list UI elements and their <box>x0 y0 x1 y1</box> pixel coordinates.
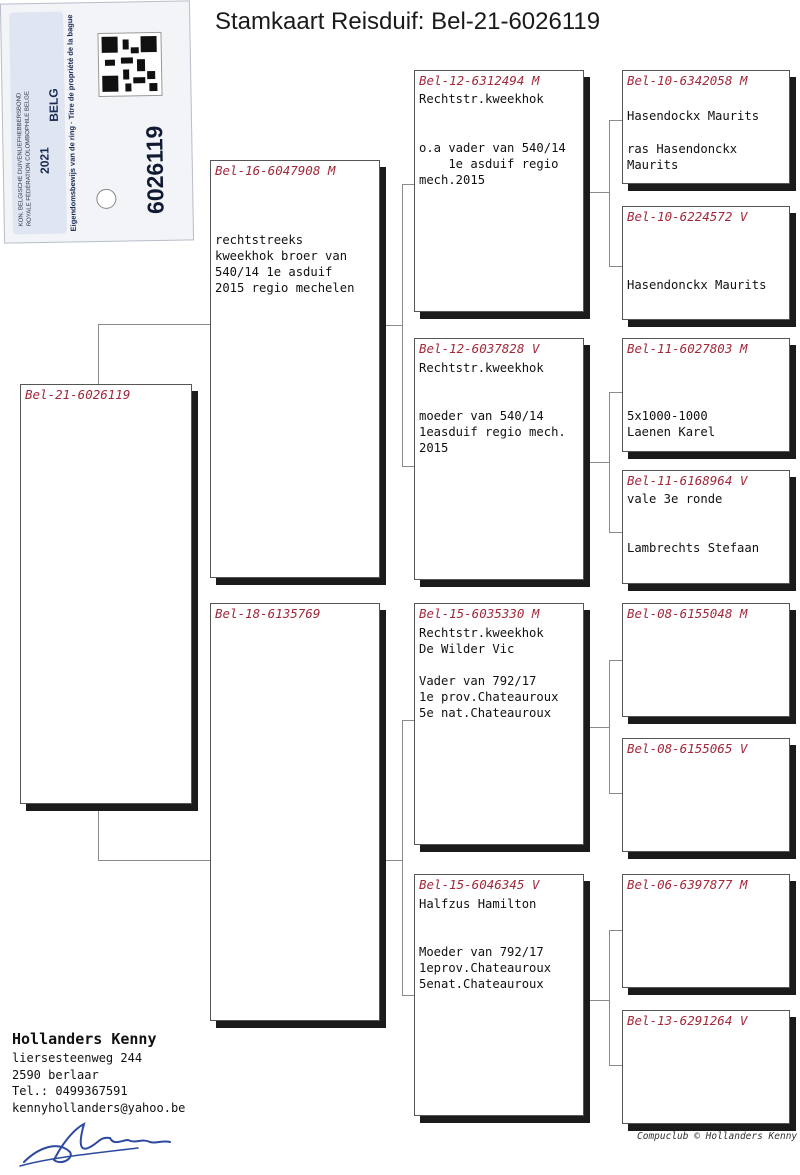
pedigree-notes: Hasendonckx Maurits <box>627 278 767 292</box>
pedigree-box-ff[interactable] <box>414 70 584 312</box>
owner-name: Hollanders Kenny <box>12 1030 157 1048</box>
qr-code <box>97 32 162 97</box>
pedigree-notes-top: vale 3e ronde <box>627 492 723 506</box>
connector <box>402 466 414 467</box>
ring-number: Bel-11-6027803 M <box>627 341 748 356</box>
pedigree-notes: moeder van 540/14 1easduif regio mech. 2015 <box>419 409 566 455</box>
ring-number: Bel-18-6135769 <box>215 606 321 621</box>
footer-credit: Compuclub © Hollanders Kenny <box>637 1131 798 1142</box>
connector <box>609 660 610 793</box>
connector <box>585 192 609 193</box>
ring-number: Bel-08-6155048 M <box>627 606 748 621</box>
ring-card <box>0 0 194 243</box>
connector <box>609 266 622 267</box>
ring-number: Bel-06-6397877 M <box>627 877 748 892</box>
connector <box>402 720 403 995</box>
connector <box>585 462 609 463</box>
connector <box>585 1000 609 1001</box>
pedigree-box-mff[interactable] <box>622 603 790 717</box>
pedigree-notes: Lambrechts Stefaan <box>627 541 760 555</box>
pedigree-box-mf[interactable] <box>414 603 584 845</box>
ring-number: Bel-21-6026119 <box>25 387 131 402</box>
ring-number: Bel-15-6035330 M <box>419 606 540 621</box>
ring-number: Bel-16-6047908 M <box>215 163 336 178</box>
pedigree-box-mother[interactable] <box>210 603 380 1021</box>
ring-card-org-nl: KON. BELGISCHE DUIVENLIEFHEBBERSBOND <box>16 92 25 227</box>
ring-number: Bel-11-6168964 V <box>627 473 748 488</box>
connector <box>609 793 622 794</box>
ring-card-number: 6026119 <box>141 125 169 215</box>
connector <box>98 324 99 386</box>
ring-number: Bel-12-6312494 M <box>419 73 540 88</box>
connector <box>380 860 402 861</box>
owner-phone: Tel.: 0499367591 <box>12 1084 128 1098</box>
connector <box>402 184 414 185</box>
connector <box>609 392 610 532</box>
connector <box>609 120 610 266</box>
pedigree-notes: o.a vader van 540/14 1e asduif regio mech.2015 <box>419 141 566 187</box>
owner-city: 2590 berlaar <box>12 1068 99 1082</box>
pedigree-notes: 5x1000-1000 Laenen Karel <box>627 409 716 439</box>
connector <box>609 660 622 661</box>
connector <box>98 805 99 860</box>
pedigree-notes-top: Halfzus Hamilton <box>419 897 537 911</box>
ring-card-hole <box>96 189 116 209</box>
pedigree-notes-top: Hasendockx Maurits <box>627 109 760 123</box>
connector <box>402 720 414 721</box>
pedigree-notes: Moeder van 792/17 1eprov.Chateauroux 5enat.Chateauroux <box>419 945 552 991</box>
pedigree-box-fmm[interactable] <box>622 470 790 584</box>
ring-card-org-fr: ROYALE FÉDÉRATION COLOMBOPHILE BELGE <box>24 91 33 227</box>
ring-number: Bel-13-6291264 V <box>627 1013 748 1028</box>
ring-card-year: 2021 <box>37 147 52 175</box>
connector <box>609 532 622 533</box>
connector <box>98 860 210 861</box>
pedigree-notes-top: Rechtstr.kweekhok De Wilder Vic <box>419 626 544 656</box>
ring-card-subtitle: Eigendomsbewijs van de ring · Titre de propriété de la bague <box>65 14 78 232</box>
connector <box>585 727 609 728</box>
ring-number: Bel-15-6046345 V <box>419 877 540 892</box>
pedigree-box-fm[interactable] <box>414 338 584 580</box>
ring-number: Bel-08-6155065 V <box>627 741 748 756</box>
owner-street: liersesteenweg 244 <box>12 1051 143 1065</box>
connector <box>402 995 414 996</box>
pedigree-box-fmf[interactable] <box>622 338 790 452</box>
page-title: Stamkaart Reisduif: Bel-21-6026119 <box>215 8 601 35</box>
ring-number: Bel-12-6037828 V <box>419 341 540 356</box>
pedigree-notes: ras Hasendonckx Maurits <box>627 142 738 172</box>
connector <box>98 324 210 325</box>
pedigree-notes-top: Rechtstr.kweekhok <box>419 361 544 375</box>
pedigree-box-mmf[interactable] <box>622 874 790 988</box>
pedigree-notes: Vader van 792/17 1e prov.Chateauroux 5e nat.Chateauroux <box>419 674 559 720</box>
connector <box>609 930 610 1065</box>
signature <box>18 1118 178 1170</box>
pedigree-box-mfm[interactable] <box>622 738 790 852</box>
pedigree-box-mm[interactable] <box>414 874 584 1116</box>
ring-card-country: BELG <box>46 88 61 122</box>
ring-number: Bel-10-6224572 V <box>627 209 748 224</box>
pedigree-box-ffm[interactable] <box>622 206 790 320</box>
pedigree-box-fff[interactable] <box>622 70 790 184</box>
connector <box>402 184 403 466</box>
connector <box>609 1065 622 1066</box>
pedigree-box-father[interactable] <box>210 160 380 578</box>
connector <box>609 392 622 393</box>
pedigree-notes-top: Rechtstr.kweekhok <box>419 92 544 106</box>
pedigree-box-subject[interactable] <box>20 384 192 804</box>
connector <box>609 120 622 121</box>
connector <box>609 930 622 931</box>
pedigree-box-mmm[interactable] <box>622 1010 790 1124</box>
pedigree-notes: rechtstreeks kweekhok broer van 540/14 1e asduif 2015 regio mechelen <box>215 233 355 295</box>
ring-number: Bel-10-6342058 M <box>627 73 748 88</box>
connector <box>380 325 402 326</box>
owner-email: kennyhollanders@yahoo.be <box>12 1101 186 1115</box>
